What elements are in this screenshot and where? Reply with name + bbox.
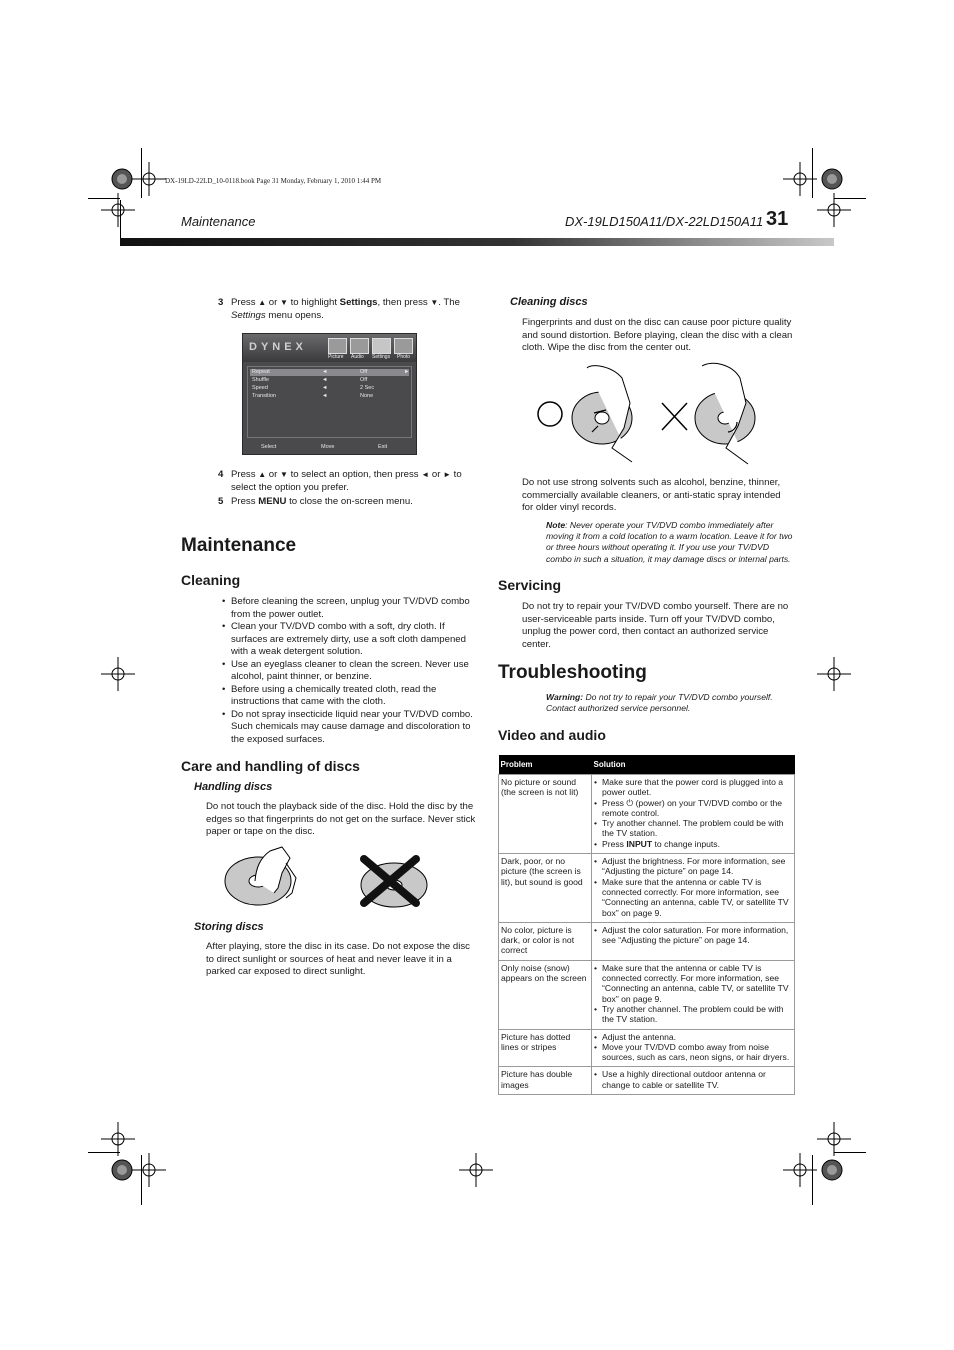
table-row (499, 960, 795, 1029)
list-item: • Try another channel. The problem could be with the TV station. (594, 818, 792, 839)
crop-line (88, 1152, 120, 1153)
list-item: • Press INPUT to change inputs. (594, 839, 792, 849)
list-item: • Adjust the brightness. For more information, see “Adjusting the picture” on page 14. (594, 856, 792, 877)
handling-discs-heading: Handling discs (194, 781, 273, 793)
picture-tab-icon (328, 338, 347, 354)
cleaning-discs-text: Fingerprints and dust on the disc can cause poor picture quality and sound distortion. Before playing, clean the disc with a clean cloth. Wipe the disc from the center out. (522, 317, 793, 353)
solution-cell (592, 1067, 795, 1095)
troubleshooting-table (498, 755, 795, 1095)
problem-cell: Picture has double images (499, 1067, 592, 1095)
crop-line (141, 1155, 142, 1205)
step-3-text: Press ▲ or ▼ to highlight Settings, then press ▼. The Settings menu opens. (231, 297, 460, 321)
left-arrow-icon: ◄ (421, 470, 430, 479)
crosshair-mark-icon (817, 1122, 851, 1156)
step-5-text: Press MENU to close the on-screen menu. (231, 496, 413, 507)
list-item: • Try another channel. The problem could be with the TV station. (594, 1004, 792, 1025)
table-row (499, 775, 795, 854)
up-arrow-icon: ▲ (258, 298, 267, 307)
problem-cell: No picture or sound (the screen is not lit) (499, 775, 592, 854)
settings-menu-screenshot (242, 333, 417, 455)
power-icon: ⏻ (626, 797, 634, 808)
audio-tab-icon (350, 338, 369, 354)
crop-line (88, 198, 120, 199)
maintenance-heading: Maintenance (181, 535, 297, 556)
page-number: 31 (766, 208, 789, 230)
warning-text: Warning: Do not try to repair your TV/DVD combo yourself. Contact authorized service personnel. (546, 692, 773, 714)
servicing-text: Do not try to repair your TV/DVD combo yourself. There are no user-serviceable parts inside. Turn off your TV/DVD combo, unplug the power cord, then contact an authorized service center. (522, 601, 789, 650)
care-discs-heading: Care and handling of discs (181, 758, 360, 774)
down-arrow-icon: ▼ (280, 298, 288, 307)
down-arrow-icon: ▼ (280, 470, 288, 479)
step-number: 4 (218, 469, 224, 480)
disc-wrong-handling-illustration (358, 855, 430, 910)
crosshair-mark-icon (817, 657, 851, 691)
note-text: Note: Never operate your TV/DVD combo immediately after moving it from a cold location to a warm location. Leave it for two or three hours without operating it. If you use your TV/DVD combo in such a situation, it may damage discs or internal parts. (546, 520, 793, 564)
solution-cell (592, 1029, 795, 1067)
cleaning-discs-heading: Cleaning discs (510, 296, 588, 308)
header-model: DX-19LD150A11/DX-22LD150A11 (565, 214, 764, 229)
settings-tab-icon (372, 338, 391, 354)
crop-line (141, 148, 142, 198)
dynex-logo: DYNEX (249, 341, 307, 353)
crosshair-mark-icon (459, 1153, 493, 1187)
correct-circle-icon (538, 402, 562, 426)
problem-cell: Picture has dotted lines or stripes (499, 1029, 592, 1067)
video-audio-heading: Video and audio (498, 727, 606, 743)
osd-tab-label: Settings (372, 354, 391, 360)
crosshair-mark-icon (132, 162, 166, 196)
table-row (499, 854, 795, 923)
crop-line (834, 1152, 866, 1153)
list-item: • Use an eyeglass cleaner to clean the screen. Never use alcohol, paint thinner, or benzine. (222, 659, 480, 684)
header-left-rule (120, 200, 121, 240)
cleaning-list (222, 596, 480, 746)
step-4-text: Press ▲ or ▼ to select an option, then press ◄ or ► to select the option you prefer. (231, 469, 462, 493)
down-arrow-icon: ▼ (430, 298, 439, 307)
table-row (499, 1067, 795, 1095)
osd-row: Repeat ◄ Off ► (252, 369, 410, 375)
osd-footer-move: Move (321, 444, 335, 450)
problem-cell: No color, picture is dark, or color is not correct (499, 922, 592, 960)
registration-mark-icon (815, 1153, 849, 1187)
osd-tab-label: Audio (351, 354, 364, 360)
list-item: • Adjust the antenna. (594, 1032, 792, 1042)
up-arrow-icon: ▲ (258, 470, 267, 479)
crop-line (812, 148, 813, 198)
crop-line (834, 198, 866, 199)
cleaning-heading: Cleaning (181, 572, 241, 588)
list-item: • Press ⏻ (power) on your TV/DVD combo or the remote control. (594, 798, 792, 819)
list-item: • Make sure that the power cord is plugged into a power outlet. (594, 777, 792, 798)
problem-cell: Dark, poor, or no picture (the screen is lit), but sound is good (499, 854, 592, 923)
crosshair-mark-icon (101, 1122, 135, 1156)
osd-panel (247, 366, 412, 438)
osd-footer-exit: Exit (378, 444, 388, 450)
disc-correct-handling-illustration (220, 843, 305, 908)
servicing-heading: Servicing (498, 577, 562, 593)
osd-tab-label: Picture (328, 354, 344, 360)
column-header-solution: Solution (592, 755, 795, 775)
step-number: 3 (218, 297, 224, 308)
solution-cell (592, 960, 795, 1029)
list-item: • Make sure that the antenna or cable TV is connected correctly. For more information, see “Connecting an antenna, cable TV, or satellite TV box” on page 9. (594, 877, 792, 918)
solvents-text: Do not use strong solvents such as alcohol, benzine, thinner, commercially available cleaners, or anti-static spray intended for older vinyl records. (522, 477, 781, 513)
table-row (499, 1029, 795, 1067)
right-arrow-icon: ► (443, 470, 451, 479)
crosshair-mark-icon (101, 657, 135, 691)
list-item: • Before using a chemically treated cloth, read the instructions that came with the cloth. (222, 684, 480, 709)
list-item: • Adjust the color saturation. For more information, see “Adjusting the picture” on page 14. (594, 925, 792, 946)
list-item: • Do not spray insecticide liquid near your TV/DVD combo. Such chemicals may cause damage and discoloration to the exposed surfaces. (222, 709, 480, 747)
solution-cell (592, 775, 795, 854)
table-row (499, 922, 795, 960)
osd-row: Speed ◄ 2 Sec (252, 385, 375, 391)
list-item: • Move your TV/DVD combo away from noise sources, such as cars, neon signs, or hair dryers. (594, 1042, 792, 1063)
photo-tab-icon (394, 338, 413, 354)
registration-mark-icon (815, 162, 849, 196)
list-item: • Clean your TV/DVD combo with a soft, dry cloth. If surfaces are extremely dirty, use a soft cloth dampened with a weak detergent solution. (222, 621, 480, 659)
osd-row: Transition ◄ None (252, 393, 374, 399)
list-item: • Before cleaning the screen, unplug your TV/DVD combo from the power outlet. (222, 596, 480, 621)
storing-discs-heading: Storing discs (194, 921, 264, 933)
header-section: Maintenance (181, 214, 256, 229)
handling-discs-text: Do not touch the playback side of the disc. Hold the disc by the edges so that fingerprints do not get on the surface. Never stick paper or tape on the disc. (206, 801, 476, 837)
crosshair-mark-icon (132, 1153, 166, 1187)
column-header-problem: Problem (499, 755, 592, 775)
disc-cleaning-illustration (532, 358, 762, 466)
crop-line (812, 1155, 813, 1205)
problem-cell: Only noise (snow) appears on the screen (499, 960, 592, 1029)
list-item: • Make sure that the antenna or cable TV is connected correctly. For more information, see “Connecting an antenna, cable TV, or satellite TV box” on page 9. (594, 963, 792, 1004)
list-item: • Use a highly directional outdoor antenna or change to cable or satellite TV. (594, 1069, 792, 1090)
solution-cell (592, 922, 795, 960)
osd-row: Shuffle ◄ Off (252, 377, 368, 383)
print-info-line: DX-19LD-22LD_10-0118.book Page 31 Monday, February 1, 2010 1:44 PM (165, 177, 382, 185)
osd-tab-label: Photo (397, 354, 411, 360)
header-rule (120, 238, 834, 246)
osd-footer-select: Select (261, 444, 277, 450)
storing-discs-text: After playing, store the disc in its case. Do not expose the disc to direct sunlight or sources of heat and never leave it in a parked car exposed to direct sunlight. (206, 941, 470, 977)
troubleshooting-heading: Troubleshooting (498, 662, 647, 683)
solution-cell (592, 854, 795, 923)
step-number: 5 (218, 496, 224, 507)
